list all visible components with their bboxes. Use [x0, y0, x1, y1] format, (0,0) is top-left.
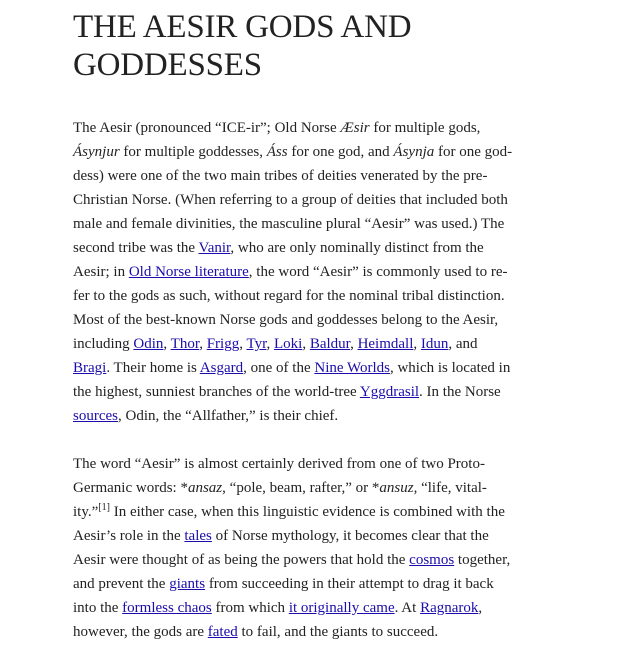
- separator: ,: [163, 336, 171, 352]
- text-fragment: , Odin, the “Allfather,” is their chief.: [118, 408, 339, 424]
- text-fragment: . At: [394, 600, 421, 616]
- text-line: [73, 572, 541, 596]
- separator: ,: [350, 336, 358, 352]
- text-line: Most of the best-known Norse gods and goddesses belong to the Aesir,: [73, 312, 499, 328]
- text-fragment: however, the gods are: [73, 624, 208, 640]
- link-asgard[interactable]: Asgard: [199, 360, 244, 376]
- text-fragment: for one god-: [434, 144, 513, 160]
- link-thor[interactable]: Thor: [170, 336, 200, 352]
- text-fragment: , “pole, beam, rafter,” or *: [222, 480, 380, 496]
- link-tyr[interactable]: Tyr: [246, 336, 267, 352]
- link-cosmos[interactable]: cosmos: [409, 552, 455, 568]
- text-fragment: to fail, and the giants to succeed.: [237, 624, 439, 640]
- link-old-norse-literature[interactable]: Old Norse literature: [128, 264, 249, 280]
- text-line: male and female divinities, the masculine plural “Aesir” was used.) The: [73, 216, 505, 232]
- text-line: [73, 260, 541, 284]
- text-fragment: . Their home is: [106, 360, 200, 376]
- text-line: [73, 524, 541, 548]
- link-nine-worlds[interactable]: Nine Worlds: [314, 360, 390, 376]
- text-fragment: for multiple goddesses,: [119, 144, 267, 160]
- text-fragment: , one of the: [243, 360, 315, 376]
- text-fragment: the highest, sunniest branches of the world-tree: [73, 384, 360, 400]
- italic-term: Æsir: [340, 120, 370, 136]
- text-fragment: , who are only nominally distinct from the: [230, 240, 484, 256]
- text-fragment: from which: [211, 600, 289, 616]
- separator: ,: [302, 336, 310, 352]
- text-fragment: from succeeding in their attempt to drag it back: [205, 576, 494, 592]
- text-line: [73, 596, 541, 620]
- link-yggdrasil[interactable]: Yggdrasil: [359, 384, 420, 400]
- text-line: [73, 140, 541, 164]
- text-fragment: for one god, and: [287, 144, 394, 160]
- text-fragment: of Norse mythology, it becomes clear that the: [211, 528, 489, 544]
- text-line: [73, 404, 541, 428]
- text-line: dess) were one of the two main tribes of deities venerated by the pre-: [73, 168, 488, 184]
- text-fragment: , “life, vital-: [413, 480, 487, 496]
- text-fragment: into the: [73, 600, 123, 616]
- link-formless-chaos[interactable]: formless chaos: [122, 600, 212, 616]
- separator: ,: [266, 336, 274, 352]
- text-line: [73, 500, 541, 524]
- text-fragment: including: [73, 336, 134, 352]
- link-idun[interactable]: Idun: [420, 336, 449, 352]
- text-fragment: . In the Norse: [419, 384, 501, 400]
- text-fragment: , which is located in: [389, 360, 511, 376]
- link-odin[interactable]: Odin: [133, 336, 164, 352]
- text-line: [73, 356, 541, 380]
- separator: ,: [413, 336, 421, 352]
- link-bragi[interactable]: Bragi: [73, 360, 107, 376]
- link-giants[interactable]: giants: [169, 576, 206, 592]
- text-line: [73, 476, 541, 500]
- page-title: THE AESIR GODS AND GODDESSES: [73, 9, 412, 83]
- italic-term: ansuz: [379, 480, 414, 496]
- link-ragnarok[interactable]: Ragnarok: [420, 600, 479, 616]
- text-fragment: and prevent the: [73, 576, 170, 592]
- link-heimdall[interactable]: Heimdall: [357, 336, 414, 352]
- link-loki[interactable]: Loki: [273, 336, 303, 352]
- link-sources[interactable]: sources: [73, 408, 118, 424]
- text-line: [73, 548, 541, 572]
- text-fragment: ,: [478, 600, 483, 616]
- link-frigg[interactable]: Frigg: [206, 336, 240, 352]
- text-line: Christian Norse. (When referring to a group of deities that included both: [73, 192, 508, 208]
- text-line: [73, 236, 541, 260]
- text-fragment: Germanic words: *: [73, 480, 188, 496]
- italic-term: Ásynja: [393, 144, 435, 160]
- link-baldur[interactable]: Baldur: [309, 336, 351, 352]
- text-fragment: The Aesir (pronounced “ICE-ir”; Old Norse: [73, 120, 341, 136]
- paragraph-1: [73, 116, 541, 428]
- italic-term: Áss: [266, 144, 288, 160]
- text-fragment: Aesir were thought of as being the powers that hold the: [73, 552, 410, 568]
- text-fragment: Aesir; in: [73, 264, 129, 280]
- text-line: The word “Aesir” is almost certainly derived from one of two Proto-: [73, 456, 485, 472]
- text-fragment: second tribe was the: [73, 240, 199, 256]
- text-line: [73, 116, 541, 140]
- italic-term: Ásynjur: [73, 144, 120, 160]
- link-tales[interactable]: tales: [184, 528, 212, 544]
- text-line: [73, 332, 541, 356]
- footnote-marker[interactable]: [1]: [98, 502, 110, 513]
- text-fragment: ity.”: [73, 504, 99, 520]
- text-line: [73, 620, 541, 644]
- text-fragment: for multiple gods,: [369, 120, 481, 136]
- text-line: fer to the gods as such, without regard for the nominal tribal distinction.: [73, 288, 505, 304]
- link-vanir[interactable]: Vanir: [198, 240, 231, 256]
- text-fragment: In either case, when this linguistic evidence is combined with the: [109, 504, 505, 520]
- link-fated[interactable]: fated: [207, 624, 238, 640]
- italic-term: ansaz: [187, 480, 223, 496]
- paragraph-2: [73, 452, 541, 644]
- separator: ,: [199, 336, 207, 352]
- text-fragment: , and: [448, 336, 478, 352]
- text-fragment: Aesir’s role in the: [73, 528, 185, 544]
- text-fragment: together,: [454, 552, 511, 568]
- text-fragment: , the word “Aesir” is commonly used to re-: [248, 264, 508, 280]
- link-it-originally-came[interactable]: it originally came: [288, 600, 395, 616]
- separator: ,: [239, 336, 247, 352]
- text-line: [73, 380, 541, 404]
